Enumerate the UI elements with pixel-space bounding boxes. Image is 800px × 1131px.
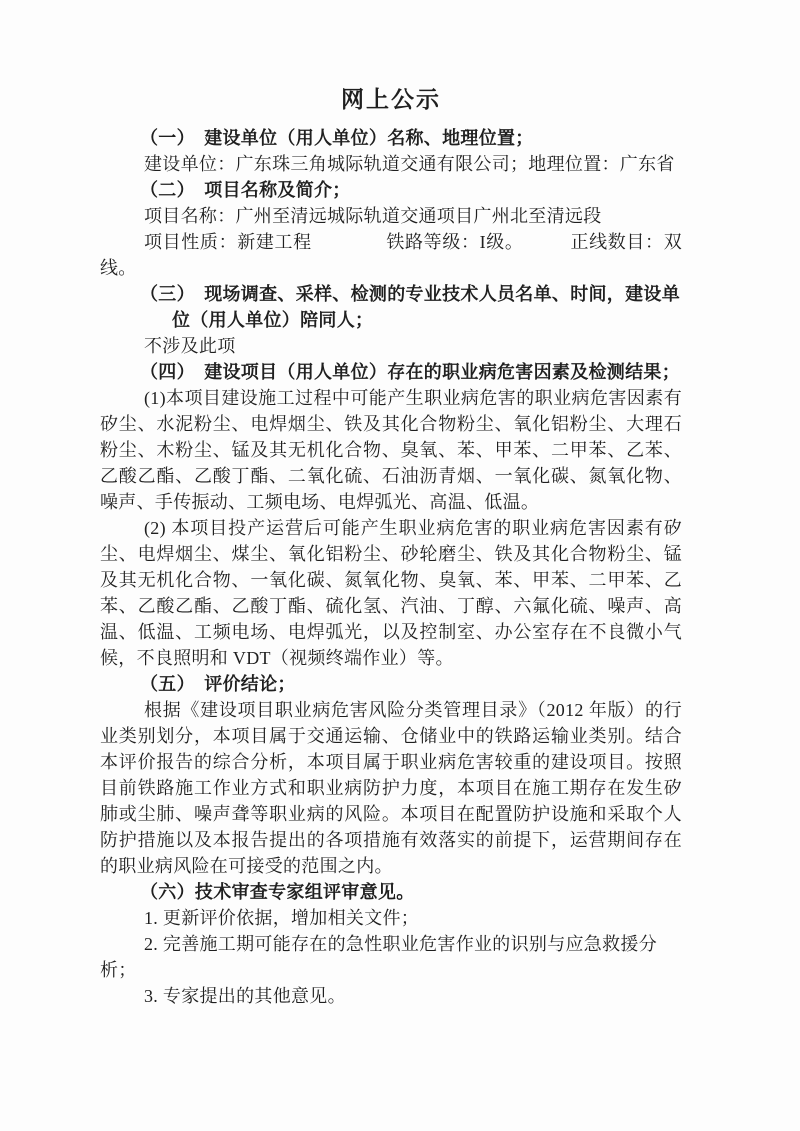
section-body [100,203,682,281]
list-item: 2. 完善施工期可能存在的急性职业危害作业的识别与应急救援分析； [100,934,657,980]
document-body [100,125,682,1009]
section-heading: （三） 现场调查、采样、检测的专业技术人员名单、时间，建设单位（用人单位）陪同人； [140,284,680,330]
section-heading: （六）技术审查专家组评审意见。 [140,882,415,902]
section-heading: （四） 建设项目（用人单位）存在的职业病危害因素及检测结果； [140,362,680,382]
list-item: 3. 专家提出的其他意见。 [144,986,346,1006]
paragraph: 根据《建设项目职业病危害风险分类管理目录》（2012 年版）的行业类别划分，本项目属于交通运输、仓储业中的铁路运输业类别。结合本评价报告的综合分析，本项目属于职业病危害较重的建设项目。按照目前铁路施工作业方式和职业病防护力度，本项目在施工期存在发生矽肺或尘肺、噪声聋等职业病的风险。本项目在配置防护设施和采取个人防护措施以及本报告提出的各项措施有效落实的前提下，运营期间存在的职业病风险在可接受的范围之内。 [100,700,682,876]
section-body [100,697,682,879]
document-section [100,879,682,1009]
section-heading: （一） 建设单位（用人单位）名称、地理位置； [140,128,534,148]
paragraph: 不涉及此项 [144,336,236,356]
document-title: 网上公示 [341,87,441,112]
section-heading: （二） 项目名称及简介； [140,180,351,200]
paragraph: (1)本项目建设施工过程中可能产生职业病危害的职业病危害因素有矽尘、水泥粉尘、电焊烟尘、铁及其化合物粉尘、氧化铝粉尘、大理石粉尘、木粉尘、锰及其无机化合物、臭氧、苯、甲苯、二甲苯、乙苯、乙酸乙酯、乙酸丁酯、二氧化硫、石油沥青烟、一氧化碳、氮氧化物、噪声、手传振动、工频电场、电焊弧光、高温、低温。 [100,388,682,512]
document-section [100,125,682,177]
paragraph: 项目性质：新建工程 铁路等级：I级。 正线数目：双线。 [100,232,682,278]
document-section [100,671,682,879]
section-body [100,905,682,1009]
document-section [100,177,682,281]
section-body [100,385,682,671]
document-section [100,359,682,671]
list-item: 1. 更新评价依据，增加相关文件； [144,908,420,928]
paragraph: 建设单位：广东珠三角城际轨道交通有限公司；地理位置：广东省 [144,154,675,174]
paragraph: (2) 本项目投产运营后可能产生职业病危害的职业病危害因素有矽尘、电焊烟尘、煤尘、氧化铝粉尘、砂轮磨尘、铁及其化合物粉尘、锰及其无机化合物、一氧化碳、氮氧化物、臭氧、苯、甲苯、二甲苯、乙苯、乙酸乙酯、乙酸丁酯、硫化氢、汽油、丁醇、六氟化硫、噪声、高温、低温、工频电场、电焊弧光，以及控制室、办公室存在不良微小气候，不良照明和 VDT（视频终端作业）等。 [100,518,682,668]
paragraph: 项目名称：广州至清远城际轨道交通项目广州北至清远段 [144,206,602,226]
section-body [100,151,682,177]
document-section [100,281,682,359]
section-heading: （五） 评价结论； [140,674,296,694]
section-body [100,333,682,359]
